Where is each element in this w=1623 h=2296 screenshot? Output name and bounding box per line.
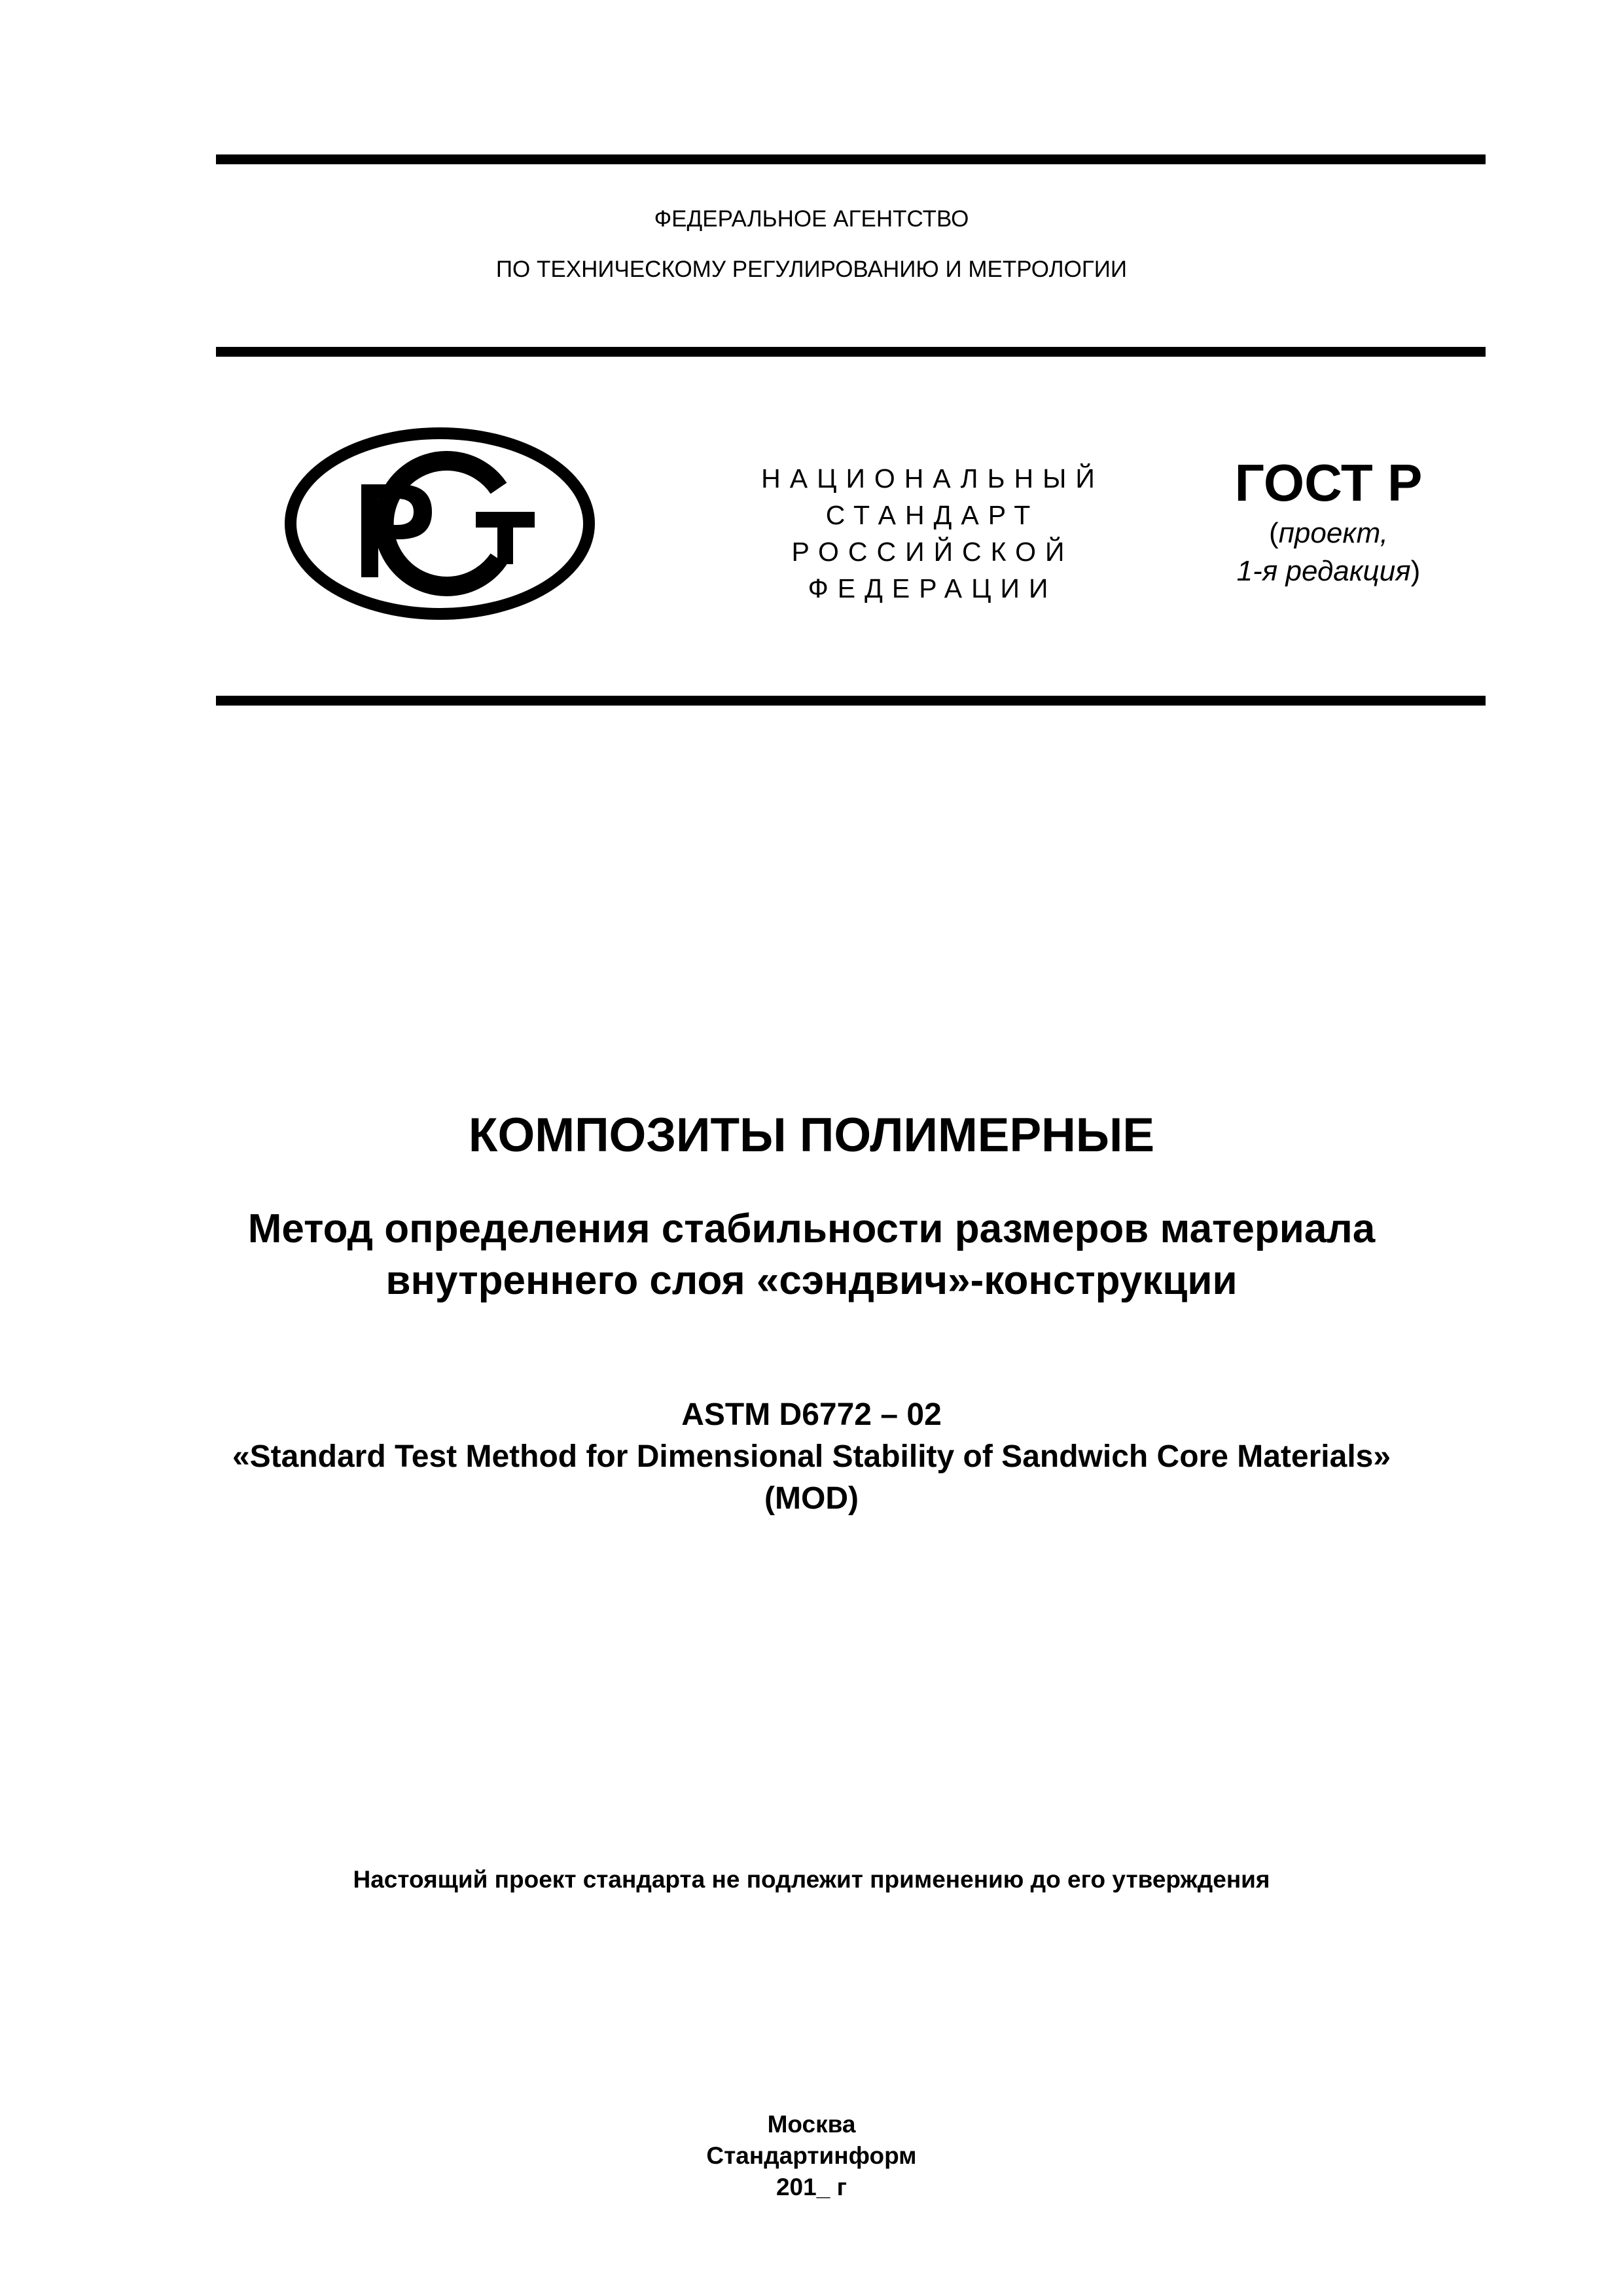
imprint (0, 2109, 1623, 2203)
national-standard-line-2: СТАНДАРТ (825, 500, 1040, 530)
document-title: КОМПОЗИТЫ ПОЛИМЕРНЫЕ (468, 1109, 1155, 1162)
document-subtitle (0, 1203, 1623, 1306)
gost-title: ГОСТ Р (1234, 454, 1423, 512)
national-standard-line-1: НАЦИОНАЛЬНЫЙ (761, 463, 1104, 493)
agency-name-line-1: ФЕДЕРАЛЬНОЕ АГЕНТСТВО (654, 206, 969, 232)
title-block-divider-rule (216, 696, 1486, 706)
astm-reference (0, 1394, 1623, 1520)
gost-designation (1198, 452, 1459, 590)
astm-modification: (MOD) (764, 1481, 859, 1516)
draft-note-text-1: проект, (1278, 517, 1388, 549)
agency-name-line-2: ПО ТЕХНИЧЕСКОМУ РЕГУЛИРОВАНИЮ И МЕТРОЛОГИИ (495, 257, 1128, 282)
rst-certification-mark-logo (283, 425, 597, 622)
draft-note-text-2: 1-я редакция (1236, 555, 1411, 587)
header-divider-rule (216, 347, 1486, 357)
astm-code: ASTM D6772 – 02 (681, 1397, 942, 1432)
subtitle-line-2: внутреннего слоя «сэндвич»-конструкции (385, 1258, 1238, 1303)
draft-notice: Настоящий проект стандарта не подлежит применению до его утверждения (353, 1866, 1270, 1893)
subtitle-line-1: Метод определения стабильности размеров материала (247, 1206, 1376, 1251)
imprint-year: 201_ г (776, 2174, 847, 2200)
imprint-city: Москва (767, 2111, 856, 2138)
astm-title: «Standard Test Method for Dimensional Stability of Sandwich Core Materials» (232, 1439, 1391, 1474)
top-rule (216, 154, 1486, 164)
draft-note-line-2: 1-я редакция) (1236, 555, 1421, 587)
imprint-publisher: Стандартинформ (706, 2142, 917, 2169)
national-standard-line-3: РОССИЙСКОЙ (791, 537, 1074, 567)
national-standard-label (720, 460, 1145, 607)
national-standard-line-4: ФЕДЕРАЦИИ (808, 573, 1058, 603)
draft-note-line-1: (проект, (1269, 517, 1388, 549)
